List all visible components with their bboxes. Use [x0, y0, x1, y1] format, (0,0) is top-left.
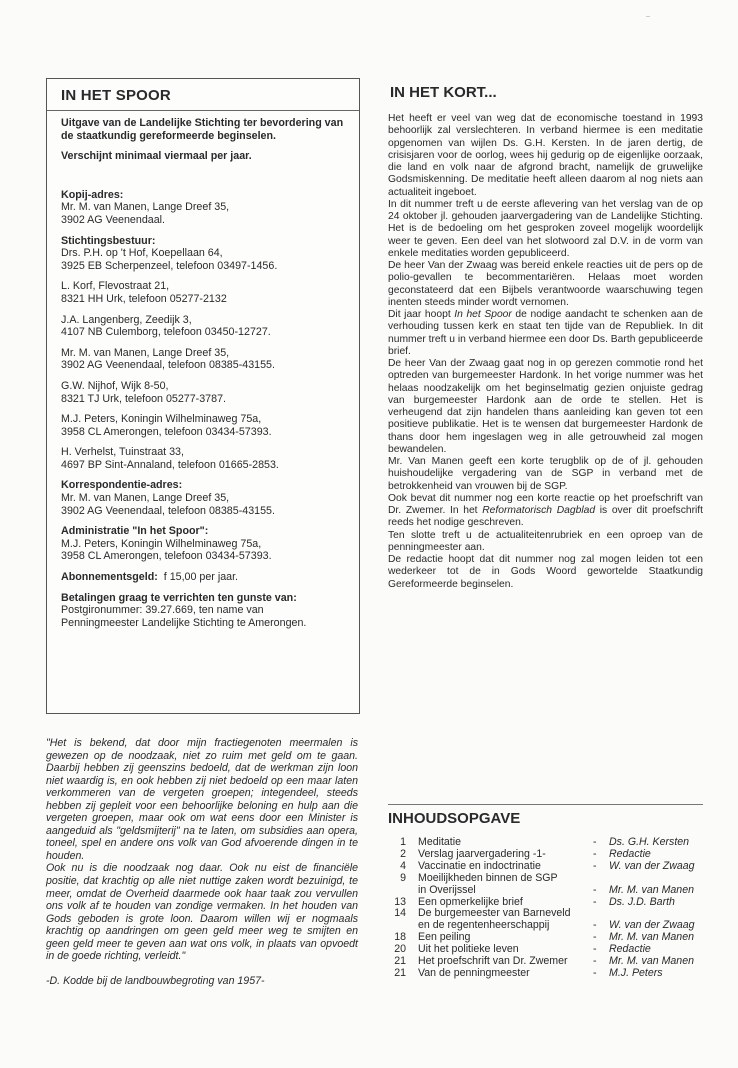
- kort-paragraph-2: In dit nummer treft u de eerste aflevering van het verslag van de op 24 oktober jl. gehouden jaarvergadering van de Landelijke Stichting. Het is de bedoeling om het gesproken zoveel mogelijk woordelijk weer te geven. Een deel van het slotwoord zal D.V. in de vorm van enkele meditaties worden gepubliceerd.: [388, 198, 703, 259]
- toc-author: Mr. M. van Manen: [609, 955, 694, 968]
- toc-page-number: 2: [400, 847, 406, 860]
- colophon-divider: [47, 110, 359, 111]
- toc-entry-title: Meditatie: [418, 836, 461, 848]
- kort-paragraph-7: [388, 493, 703, 530]
- abonnement-line: [61, 571, 353, 584]
- bestuur-5-line-1: G.W. Nijhof, Wijk 8-50,: [61, 379, 169, 392]
- toc-page-number: [388, 885, 418, 897]
- colophon-title: IN HET SPOOR: [61, 87, 171, 104]
- kort-p7-italic: Reformatorisch Dagblad: [482, 505, 596, 516]
- toc-entry-title: Uit het politieke leven: [418, 943, 519, 956]
- in-het-kort-body: [388, 113, 703, 591]
- toc-author: W. van der Zwaag: [609, 919, 695, 932]
- in-het-kort-section: [388, 84, 703, 591]
- toc-title: INHOUDSOPGAVE: [388, 810, 521, 827]
- bestuur-1-line-1: Drs. P.H. op 't Hof, Koepellaan 64,: [61, 247, 223, 260]
- toc-author: Mr. M. van Manen: [609, 931, 694, 944]
- toc-entry-title: in Overijssel: [418, 883, 476, 896]
- toc-entry-title: en de regentenheerschappij: [418, 919, 550, 932]
- bestuur-7-line-2: 4697 BP Sint-Annaland, telefoon 01665-2853.: [61, 458, 279, 471]
- bestuur-2-line-2: 8321 HH Urk, telefoon 05277-2132: [61, 292, 227, 305]
- inhoudsopgave-section: [388, 810, 708, 980]
- correspondentie-line-1: Mr. M. van Manen, Lange Dreef 35,: [61, 492, 230, 505]
- toc-dash: -: [593, 966, 597, 979]
- bestuur-label: Stichtingsbestuur:: [61, 234, 156, 247]
- quote-source: -D. Kodde bij de landbouwbegroting van 1957-: [46, 974, 265, 987]
- correspondentie-label: Korrespondentie-adres:: [61, 479, 183, 492]
- toc-entry-title: Moeilijkheden binnen de SGP: [418, 871, 558, 884]
- bestuur-4-line-2: 3902 AG Veenendaal, telefoon 08385-43155.: [61, 359, 275, 372]
- toc-divider: [388, 804, 703, 805]
- toc-dash: -: [593, 943, 597, 956]
- kort-p7-end: is over dit proefschrift reeds het nodige geschreven.: [388, 505, 704, 529]
- toc-table: [388, 837, 695, 980]
- bestuur-7-line-1: H. Verhelst, Tuinstraat 33,: [61, 446, 184, 459]
- colophon-content: [61, 117, 353, 629]
- kort-p4-italic: In het Spoor: [454, 309, 512, 320]
- kodde-quote: [46, 737, 358, 987]
- toc-dash: -: [593, 955, 597, 968]
- bestuur-6-line-2: 3958 CL Amerongen, telefoon 03434-57393.: [61, 425, 272, 438]
- bestuur-1-line-2: 3925 EB Scherpenzeel, telefoon 03497-1456.: [61, 259, 278, 272]
- colophon-frequency: Verschijnt minimaal viermaal per jaar.: [61, 150, 252, 163]
- kort-paragraph-3: De heer Van der Zwaag was bereid enkele reacties uit de pers op de polio-gevallen te becommentariëren. Helaas moet worden geconstateerd dat een Bijbels verantwoorde waarschuwing tegen inenten steeds minder wordt vernomen.: [388, 260, 703, 308]
- administratie-line-2: 3958 CL Amerongen, telefoon 03434-57393.: [61, 550, 272, 563]
- quote-paragraph-2: Ook nu is die noodzaak nog daar. Ook nu eist de financiële positie, dat krachtig op alle niet nuttige zaken wordt bezuinigd, te meer, omdat de Overheid daarmede ook haar taak zou vervullen ons volk af te houden van zondige vermaken. In het houden van Gods geboden is grote loon. Daarom willen wij er nogmaals krachtig op aandringen om geen geld meer weg te smijten en geen geld meer te geven aan wat ons volk, in plaats van opvoedt in de goede richting, verleidt.": [46, 862, 358, 963]
- abonnement-value: f 15,00 per jaar.: [163, 571, 239, 584]
- toc-row: [388, 968, 695, 980]
- kort-paragraph-4: [388, 309, 703, 358]
- toc-page-number: 13: [394, 895, 406, 908]
- kort-p7-start: Ook bevat dit nummer nog een korte reactie op het proefschrift van Dr. Zwemer. In het: [388, 492, 703, 516]
- bestuur-4-line-1: Mr. M. van Manen, Lange Dreef 35,: [61, 346, 230, 359]
- kopij-label: Kopij-adres:: [61, 188, 124, 201]
- colophon-subtitle: Uitgave van de Landelijke Stichting ter bevordering van de staatkundig gereformeerde beginselen.: [61, 117, 344, 142]
- bestuur-3-line-1: J.A. Langenberg, Zeedijk 3,: [61, 313, 192, 326]
- betaling-label: Betalingen graag te verrichten ten gunste van:: [61, 591, 297, 604]
- bestuur-3-line-2: 4107 NB Culemborg, telefoon 03450-12727.: [61, 326, 271, 339]
- kopij-line-2: 3902 AG Veenendaal.: [61, 213, 165, 226]
- toc-dash: -: [593, 859, 597, 872]
- bestuur-5-line-2: 8321 TJ Urk, telefoon 05277-3787.: [61, 392, 226, 405]
- toc-page-number: 4: [400, 859, 406, 872]
- bestuur-6-line-1: M.J. Peters, Koningin Wilhelminaweg 75a,: [61, 413, 262, 426]
- toc-entry-title: Een peiling: [418, 931, 471, 944]
- toc-page-number: 18: [394, 931, 406, 944]
- toc-entry-title: Verslag jaarvergadering -1-: [418, 847, 546, 860]
- kort-paragraph-5: De heer Van der Zwaag gaat nog in op gerezen commotie rond het optreden van burgemeester Hardonk. In het vorige nummer was het helaas noodzakelijk om het beginselmatig gezien onjuiste gedrag van burgemeester Hardonk aan de orde te stellen. Het is verheugend dat zijn handelen thans aanleiding kan geven tot een positieve publikatie. Het is te wensen dat burgemeester Hardonk de thans door hem ingeslagen weg in alle getrouwheid zal mogen bewandelen.: [388, 358, 703, 455]
- kort-paragraph-1: Het heeft er veel van weg dat de economische toestand in 1993 behoorlijk zal verslechteren. In verband hiermee is een meditatie opgenomen van wijlen Ds. G.H. Kersten. In de jaren dertig, de crisisjaren voor de oorlog, wees hij gedurig op de eigenlijke oorzaak, die land en volk naar de afgrond bracht, namelijk de gruwelijke Godsmiskenning. De meditatie heeft alleen daarom al nog niets aan actualiteit ingeboet.: [388, 113, 703, 198]
- abonnement-label: Abonnementsgeld:: [61, 571, 158, 584]
- kort-paragraph-8: Ten slotte treft u de actualiteitenrubriek en een oproep van de penningmeester aan.: [388, 529, 703, 553]
- toc-author: Redactie: [609, 847, 651, 860]
- toc-dash: -: [593, 895, 597, 908]
- toc-author: M.J. Peters: [609, 966, 663, 979]
- toc-dash: -: [593, 883, 597, 896]
- toc-page-number: 21: [394, 955, 406, 968]
- scan-speck: [646, 16, 650, 17]
- toc-row: [388, 873, 695, 885]
- quote-paragraph-1: "Het is bekend, dat door mijn fractiegenoten meermalen is gewezen op de noodzaak, niet zo ruim met geld om te gaan. Daarbij hebben zij geenszins bedoeld, dat de werkman zijn loon niet waardig is, en ook hebben zij niet bedoeld op een maar laten verkommeren van de vergeten groepen; integendeel, steeds hebben zij gepleit voor een behoorlijke beloning en hulp aan die vergeten groepen, maar ook om wat eens door een Minister is aangeduid als "geldsmijterij" na te laten, om subsidies aan opera, toneel, spel en andere ons volk van God afvoerende dingen in te houden.: [46, 737, 358, 862]
- kort-p4-start: Dit jaar hoopt: [388, 309, 455, 320]
- toc-author: [609, 873, 695, 885]
- toc-dash: [593, 873, 609, 885]
- kort-paragraph-9: De redactie hoopt dat dit nummer nog zal mogen leiden tot een wederkeer tot de in Gods Woord gewortelde Staatkundig Gereformeerde beginselen.: [388, 554, 703, 590]
- toc-author: Ds. G.H. Kersten: [609, 836, 690, 848]
- toc-row: [388, 885, 695, 897]
- toc-dash: -: [593, 847, 597, 860]
- toc-author: W. van der Zwaag: [609, 859, 695, 872]
- toc-page-number: 1: [400, 836, 406, 848]
- bestuur-2-line-1: L. Korf, Flevostraat 21,: [61, 280, 170, 293]
- toc-entry-title: Het proefschrift van Dr. Zwemer: [418, 955, 568, 968]
- toc-dash: -: [593, 836, 597, 848]
- administratie-line-1: M.J. Peters, Koningin Wilhelminaweg 75a,: [61, 537, 262, 550]
- toc-entry-title: De burgemeester van Barneveld: [418, 907, 571, 920]
- kort-p4-end: de nodige aandacht te schenken aan de verhouding tussen kerk en staat ten tijde van de Republiek. In dit nummer treft u in verband hiermee een door Ds. Barth gepubliceerde brief.: [388, 309, 703, 357]
- betaling-line-2: Penningmeester Landelijke Stichting te Amerongen.: [61, 616, 307, 629]
- toc-row: [388, 861, 695, 873]
- toc-dash: -: [593, 931, 597, 944]
- betaling-line-1: Postgironummer: 39.27.669, ten name van: [61, 604, 264, 617]
- toc-author: Mr. M. van Manen: [609, 883, 694, 896]
- toc-entry-title: Van de penningmeester: [418, 966, 530, 979]
- toc-author: Ds. J.D. Barth: [609, 895, 675, 908]
- toc-page-number: 21: [394, 966, 406, 979]
- toc-author: Redactie: [609, 943, 651, 956]
- toc-entry-title: Een opmerkelijke brief: [418, 895, 523, 908]
- kopij-line-1: Mr. M. van Manen, Lange Dreef 35,: [61, 201, 230, 214]
- administratie-label: Administratie "In het Spoor":: [61, 525, 209, 538]
- in-het-kort-title: IN HET KORT...: [390, 84, 497, 101]
- toc-page-number: 14: [394, 907, 406, 920]
- correspondentie-line-2: 3902 AG Veenendaal, telefoon 08385-43155.: [61, 504, 275, 517]
- toc-page-number: 20: [394, 943, 406, 956]
- toc-entry-title: Vaccinatie en indoctrinatie: [418, 859, 541, 872]
- kort-paragraph-6: Mr. Van Manen geeft een korte terugblik op de of jl. gehouden huishoudelijke vergadering van de SGP in verband met de betrokkenheid van vrouwen bij de SGP.: [388, 456, 703, 492]
- colophon-box: [46, 78, 360, 714]
- toc-page-number: 9: [400, 871, 406, 884]
- toc-dash: -: [593, 919, 597, 932]
